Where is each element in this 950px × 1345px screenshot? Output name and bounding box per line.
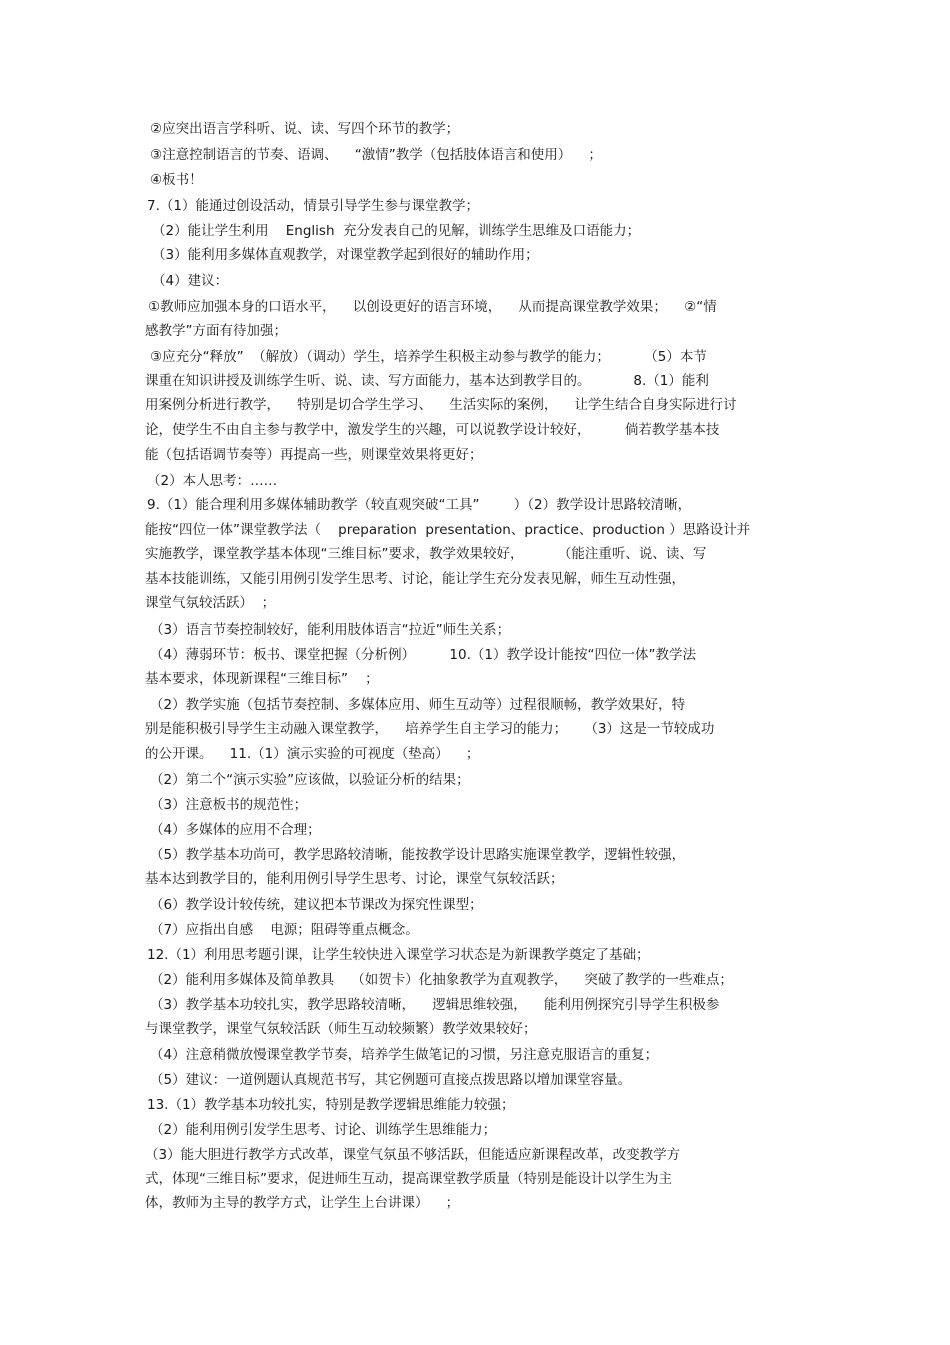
text-line: 基本要求，体现新课程“三维目标” ； (145, 671, 379, 687)
text-line: （2）本人思考：…… (147, 473, 278, 489)
text-line: 体，教师为主导的教学方式，让学生上台讲课） ； (145, 1195, 460, 1211)
text-line: 式，体现“三维目标”要求，促进师生互动，提高课堂教学质量（特别是能设计以学生为主 (145, 1171, 672, 1187)
text-line: （4）薄弱环节：板书、课堂把握（分析例） 10.（1）教学设计能按“四位一体”教学法 (150, 647, 696, 663)
text-line: 12.（1）利用思考题引课，让学生较快进入课堂学习状态是为新课教学奠定了基础； (147, 947, 650, 963)
text-line: （2）能利用例引发学生思考、讨论、训练学生思维能力； (150, 1122, 497, 1138)
text-line: 能按“四位一体”课堂教学法（ preparation presentation、practice、production ）思路设计并 (145, 522, 751, 538)
text-line: （7）应指出自感 电源；阻碍等重点概念。 (150, 922, 419, 938)
text-line: 用案例分析进行教学， 特别是切合学生学习、 生活实际的案例， 让学生结合自身实际进行讨 (145, 397, 737, 413)
text-line: ①教师应加强本身的口语水平， 以创设更好的语言环境， 从而提高课堂教学效果； ②“情 (148, 299, 717, 315)
text-line: （2）教学实施（包括节奏控制、多媒体应用、师生互动等）过程很顺畅，教学效果好，特 (150, 697, 686, 713)
text-line: （6）教学设计较传统，建议把本节课改为探究性课型； (150, 897, 483, 913)
text-line: 课堂气氛较活跃） ； (145, 595, 276, 611)
text-line: 课重在知识讲授及训练学生听、说、读、写方面能力，基本达到教学目的。 8.（1）能利 (145, 373, 709, 389)
text-line: （3）能大胆进行教学方式改革，课堂气氛虽不够活跃，但能适应新课程改革，改变教学方 (145, 1147, 681, 1163)
text-line: 基本达到教学目的，能利用例引导学生思考、讨论，课堂气氛较活跃； (145, 871, 564, 887)
text-line: 的公开课。 11.（1）演示实验的可视度（垫高） ； (145, 746, 480, 762)
text-line: （2）能让学生利用 English 充分发表自己的见解，训练学生思维及口语能力； (152, 223, 641, 239)
text-line: （3）能利用多媒体直观教学，对课堂教学起到很好的辅助作用； (152, 247, 539, 263)
text-line: ②应突出语言学科听、说、读、写四个环节的教学； (150, 121, 460, 137)
text-line: 13.（1）教学基本功较扎实，特别是教学逻辑思维能力较强； (147, 1097, 515, 1113)
text-line: （5）建议：一道例题认真规范书写，其它例题可直接点拨思路以增加课堂容量。 (150, 1072, 632, 1088)
text-line: （2）能利用多媒体及简单教具 （如贺卡）化抽象教学为直观教学， 突破了教学的一些难点； (150, 972, 733, 988)
text-line: （4）多媒体的应用不合理； (150, 822, 321, 838)
text-line: 别是能积极引导学生主动融入课堂教学， 培养学生自主学习的能力； （3）这是一节较成功 (145, 721, 715, 737)
text-line: ③注意控制语言的节奏、语调、 “激情”教学（包括肢体语言和使用） ； (150, 147, 602, 163)
text-line: 9.（1）能合理利用多媒体辅助教学（较直观突破“工具” ）（2）教学设计思路较清晰， (147, 497, 692, 513)
text-line: 感教学”方面有待加强； (145, 323, 287, 339)
text-line: 论，使学生不由自主参与教学中，激发学生的兴趣，可以说教学设计较好， 倘若教学基本技 (145, 422, 720, 438)
text-line: （5）教学基本功尚可，教学思路较清晰，能按教学设计思路实施课堂教学，逻辑性较强， (150, 847, 686, 863)
text-line: ④板书！ (150, 172, 203, 188)
text-line: 与课堂教学，课堂气氛较活跃（师生互动较频繁）教学效果较好； (145, 1021, 537, 1037)
text-line: （3）注意板书的规范性； (150, 797, 308, 813)
text-line: ③应充分“释放” （解放）（调动）学生，培养学生积极主动参与教学的能力； （5）本节 (150, 349, 707, 365)
text-line: 能（包括语调节奏等）再提高一些，则课堂效果将更好； (145, 447, 483, 463)
text-line: （3）教学基本功较扎实，教学思路较清晰， 逻辑思维较强， 能利用例探究引导学生积极参 (150, 997, 720, 1013)
text-line: 实施教学，课堂教学基本体现“三维目标”要求，教学效果较好， （能注重听、说、读、写 (145, 546, 707, 562)
text-line: （4）注意稍微放慢课堂教学节奏，培养学生做笔记的习惯，另注意克服语言的重复； (150, 1047, 659, 1063)
text-line: 7.（1）能通过创设活动，情景引导学生参与课堂教学； (147, 198, 479, 214)
text-line: （4）建议： (152, 273, 229, 289)
text-line: （2）第二个“演示实验”应该做，以验证分析的结果； (150, 772, 470, 788)
text-line: 基本技能训练，又能引用例引发学生思考、讨论，能让学生充分发表见解，师生互动性强， (145, 571, 685, 587)
text-line: （3）语言节奏控制较好，能利用肢体语言“拉近”师生关系； (150, 622, 511, 638)
